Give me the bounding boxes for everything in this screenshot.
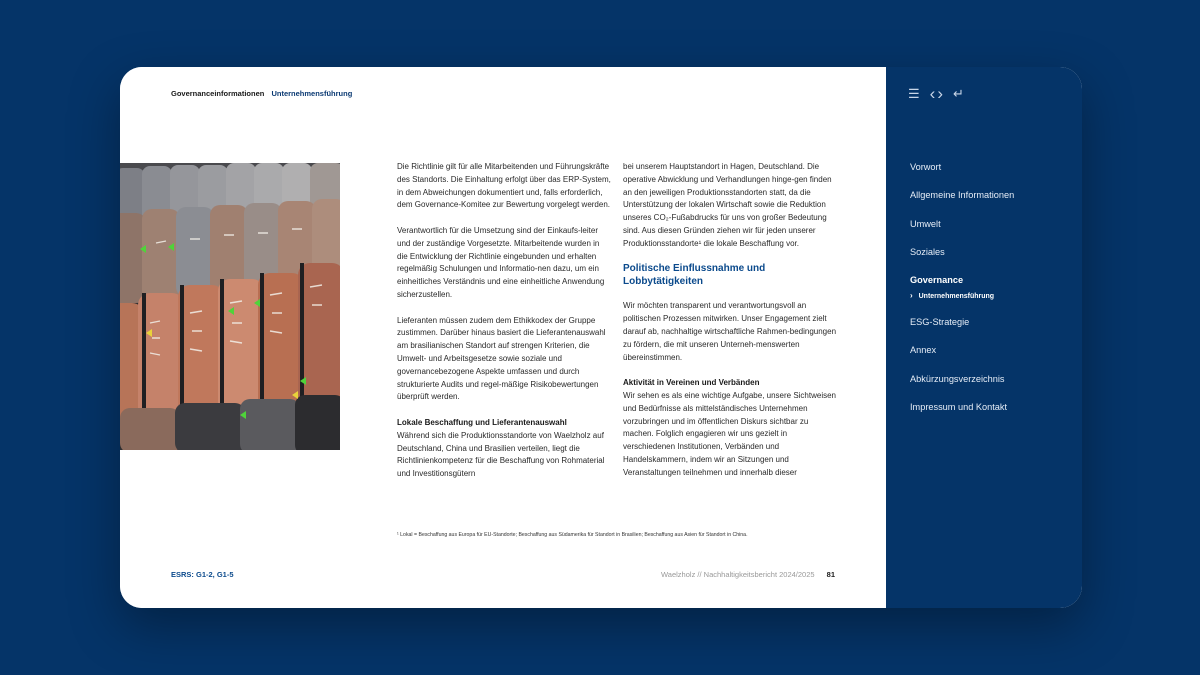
paragraph: Wir möchten transparent und verantwortungsvoll an politischen Prozessen mitwirken. Unser Engagement zielt darauf ab, nachhaltige wirtschaftliche Rahmen-bedingungen zu fördern, die mit unseren Unterneh-menswerten übereinstimmen. bbox=[623, 301, 837, 362]
breadcrumb-section: Governanceinformationen bbox=[171, 89, 265, 98]
nav-item-soziales[interactable]: Soziales bbox=[910, 246, 945, 257]
nav-item-umwelt[interactable]: Umwelt bbox=[910, 218, 941, 229]
next-page-icon[interactable]: › bbox=[937, 84, 943, 103]
paragraph: Verantwortlich für die Umsetzung sind der Einkaufs-leiter und der zuständige Vorgesetzte. Mitarbeitende wurden in die Entwicklung der Richtlinie eingebunden und erhalten regelmäßig Schulungen und Informatio-nen dazu, um ein einheitliches Verständnis und eine einheitliche Anwendung sicherzustellen. bbox=[397, 225, 605, 299]
nav-item-annex[interactable]: Annex bbox=[910, 345, 937, 356]
nav-item-esg-strategie[interactable]: ESG-Strategie bbox=[910, 317, 970, 328]
nav-menu bbox=[910, 161, 1014, 429]
section-heading: Aktivität in Vereinen und Verbänden bbox=[623, 378, 760, 388]
paragraph: Lieferanten müssen zudem dem Ethikkodex der Gruppe zustimmen. Darüber hinaus basiert die Lieferantenauswahl am brasilianischen Standort auf strengen Kriterien, die Umwelt- und Arbeitsgesetze sowie soziale und governancebezogene Aspekte umfassen und durch strukturierte Audits und regel-mäßige Risikobewertungen überprüft werden. bbox=[397, 315, 606, 402]
nav-item-governance[interactable]: Governance bbox=[910, 275, 964, 286]
return-icon[interactable]: ↵ bbox=[953, 86, 964, 101]
navigation-sidebar bbox=[886, 67, 1082, 608]
nav-item-impressum-und-kontakt[interactable]: Impressum und Kontakt bbox=[910, 402, 1008, 413]
prev-page-icon[interactable]: ‹ bbox=[929, 84, 936, 103]
paragraph: Die Richtlinie gilt für alle Mitarbeitenden und Führungskräfte des Standorts. Die Einhaltung erfolgt über das ERP-System, in dem Abweichungen dokumentiert und, falls erforderlich, dem Governance-Komitee zur Bewertung vorgelegt werden. bbox=[397, 162, 611, 210]
report-viewer bbox=[120, 67, 1082, 608]
paragraph: bei unserem Hauptstandort in Hagen, Deutschland. Die operative Abwicklung und Verhandlungen hinge-gen finden an den jeweiligen Produktionsstandorten statt, da die Unterstützung der lokalen Wirtschaft sowie die Reduktion unseres CO₂-Fußabdrucks für uns von großer Bedeutung sind. Aus diesen Gründen ziehen wir für jeden unserer Produktionsstandorte¹ die lokale Beschaffung vor. bbox=[623, 162, 832, 248]
page-footer bbox=[661, 570, 835, 579]
nav-item-allgemeine-informationen[interactable]: Allgemeine Informationen bbox=[910, 190, 1015, 201]
esrs-reference: ESRS: G1-2, G1-5 bbox=[171, 570, 234, 579]
steel-coils-photo bbox=[120, 163, 340, 450]
breadcrumb-current: Unternehmensführung bbox=[271, 89, 353, 98]
report-title: Waelzholz // Nachhaltigkeitsbericht 2024/2025 bbox=[661, 570, 815, 579]
breadcrumb bbox=[171, 89, 352, 98]
section-heading: Lokale Beschaffung und Lieferantenauswahl bbox=[397, 417, 567, 427]
chevron-right-icon: › bbox=[910, 291, 913, 301]
text-column-left bbox=[397, 161, 612, 494]
footnote: ¹ Lokal = Beschaffung aus Europa für EU-Standorte; Beschaffung aus Südamerika für Standort in Brasilien; Beschaffung aus Asien für Standort in China. bbox=[397, 532, 748, 538]
section-title: Politische Einflussnahme und Lobbytätigkeiten bbox=[623, 263, 766, 287]
text-column-right bbox=[623, 161, 838, 492]
nav-subitem-label: Unternehmensführung bbox=[918, 293, 995, 301]
toolbar bbox=[908, 86, 964, 102]
nav-item-vorwort[interactable]: Vorwort bbox=[910, 162, 942, 172]
nav-item-abkuerzungsverzeichnis[interactable]: Abkürzungsverzeichnis bbox=[910, 373, 1005, 384]
menu-icon[interactable]: ☰ bbox=[908, 86, 920, 101]
report-page bbox=[120, 67, 886, 608]
paragraph: Wir sehen es als eine wichtige Aufgabe, unsere Sichtweisen und Bedürfnisse als mittelständisches Unternehmen vorzubringen und im öffentlichen Diskurs sichtbar zu machen. Folglich engagieren wir uns gezielt in verschiedenen Institutionen, Verbänden und Handelskammern, indem wir an Sitzungen und Veranstaltungen teilnehmen und innerhalb dieser bbox=[623, 390, 837, 477]
page-number: 81 bbox=[826, 570, 835, 579]
nav-subitem-unternehmensfuehrung[interactable] bbox=[910, 288, 1014, 316]
paragraph: Während sich die Produktionsstandorte von Waelzholz auf Deutschland, China und Brasilien verteilen, liegt die Richtlinienkompetenz für die Beschaffung von Rohmaterial und Investitionsgütern bbox=[397, 430, 605, 479]
